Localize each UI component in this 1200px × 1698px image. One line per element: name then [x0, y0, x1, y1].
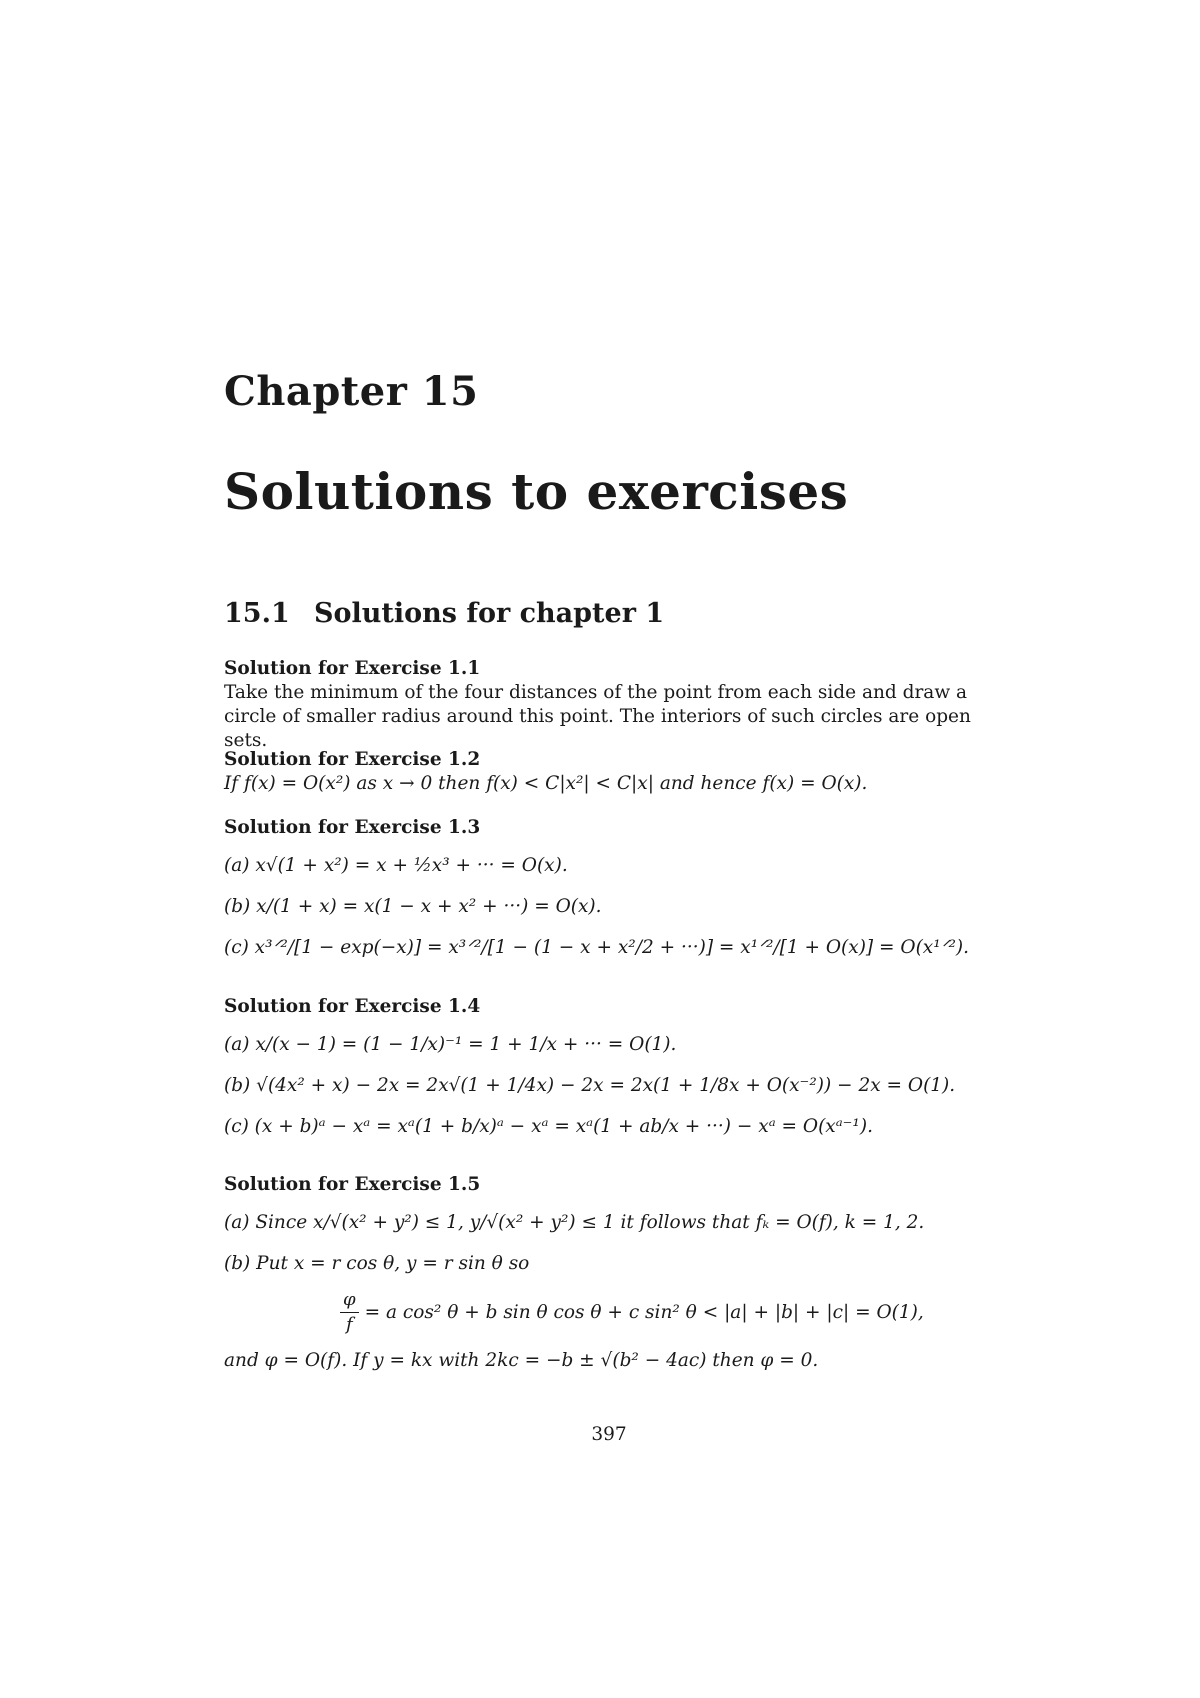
fraction	[340, 1290, 359, 1335]
section-title: Solutions for chapter 1	[314, 598, 665, 629]
solution-line: (a) x√(1 + x²) = x + ½x³ + ··· = O(x).	[224, 855, 568, 876]
solution-line: (b) x/(1 + x) = x(1 − x + x² + ···) = O(x).	[224, 896, 602, 917]
chapter-title: Solutions to exercises	[224, 462, 849, 521]
fraction-denominator: f	[345, 1314, 353, 1335]
solution-heading: Solution for Exercise 1.5	[224, 1174, 481, 1195]
solution-text: If f(x) = O(x²) as x → 0 then f(x) < C|x²| < C|x| and hence f(x) = O(x).	[224, 773, 868, 794]
solution-heading: Solution for Exercise 1.1	[224, 658, 481, 679]
page-number: 397	[591, 1424, 627, 1445]
solution-line: (b) Put x = r cos θ, y = r sin θ so	[224, 1253, 530, 1274]
solution-line: (a) x/(x − 1) = (1 − 1/x)⁻¹ = 1 + 1/x + ··· = O(1).	[224, 1034, 677, 1055]
solution-block	[224, 816, 994, 960]
fraction-numerator: φ	[340, 1290, 359, 1313]
solution-block	[224, 1173, 994, 1373]
solution-heading: Solution for Exercise 1.2	[224, 749, 481, 770]
solution-block	[224, 657, 994, 753]
solution-line: (b) √(4x² + x) − 2x = 2x√(1 + 1/4x) − 2x = 2x(1 + 1/8x + O(x⁻²)) − 2x = O(1).	[224, 1075, 956, 1096]
solution-heading: Solution for Exercise 1.4	[224, 996, 481, 1017]
solution-block	[224, 995, 994, 1139]
chapter-label: Chapter 15	[224, 368, 479, 415]
solution-block	[224, 748, 994, 796]
solution-line: (c) x³ᐟ²/[1 − exp(−x)] = x³ᐟ²/[1 − (1 − x + x²/2 + ···)] = x¹ᐟ²/[1 + O(x)] = O(x¹ᐟ²).	[224, 937, 969, 958]
solution-heading: Solution for Exercise 1.3	[224, 817, 481, 838]
solution-line: (c) (x + b)ᵃ − xᵃ = xᵃ(1 + b/x)ᵃ − xᵃ = xᵃ(1 + ab/x + ···) − xᵃ = O(xᵃ⁻¹).	[224, 1116, 873, 1137]
section-number: 15.1	[224, 598, 290, 629]
solution-line: (a) Since x/√(x² + y²) ≤ 1, y/√(x² + y²) ≤ 1 it follows that fₖ = O(f), k = 1, 2.	[224, 1212, 925, 1233]
equation-rhs: = a cos² θ + b sin θ cos θ + c sin² θ < |a| + |b| + |c| = O(1),	[364, 1302, 924, 1323]
display-equation	[340, 1290, 994, 1335]
section-heading	[224, 598, 664, 629]
solution-text: Take the minimum of the four distances of the point from each side and draw a circle of smaller radius around this point. The interiors of such circles are open sets.	[224, 682, 971, 751]
solution-closing: and φ = O(f). If y = kx with 2kc = −b ± √(b² − 4ac) then φ = 0.	[224, 1350, 819, 1371]
